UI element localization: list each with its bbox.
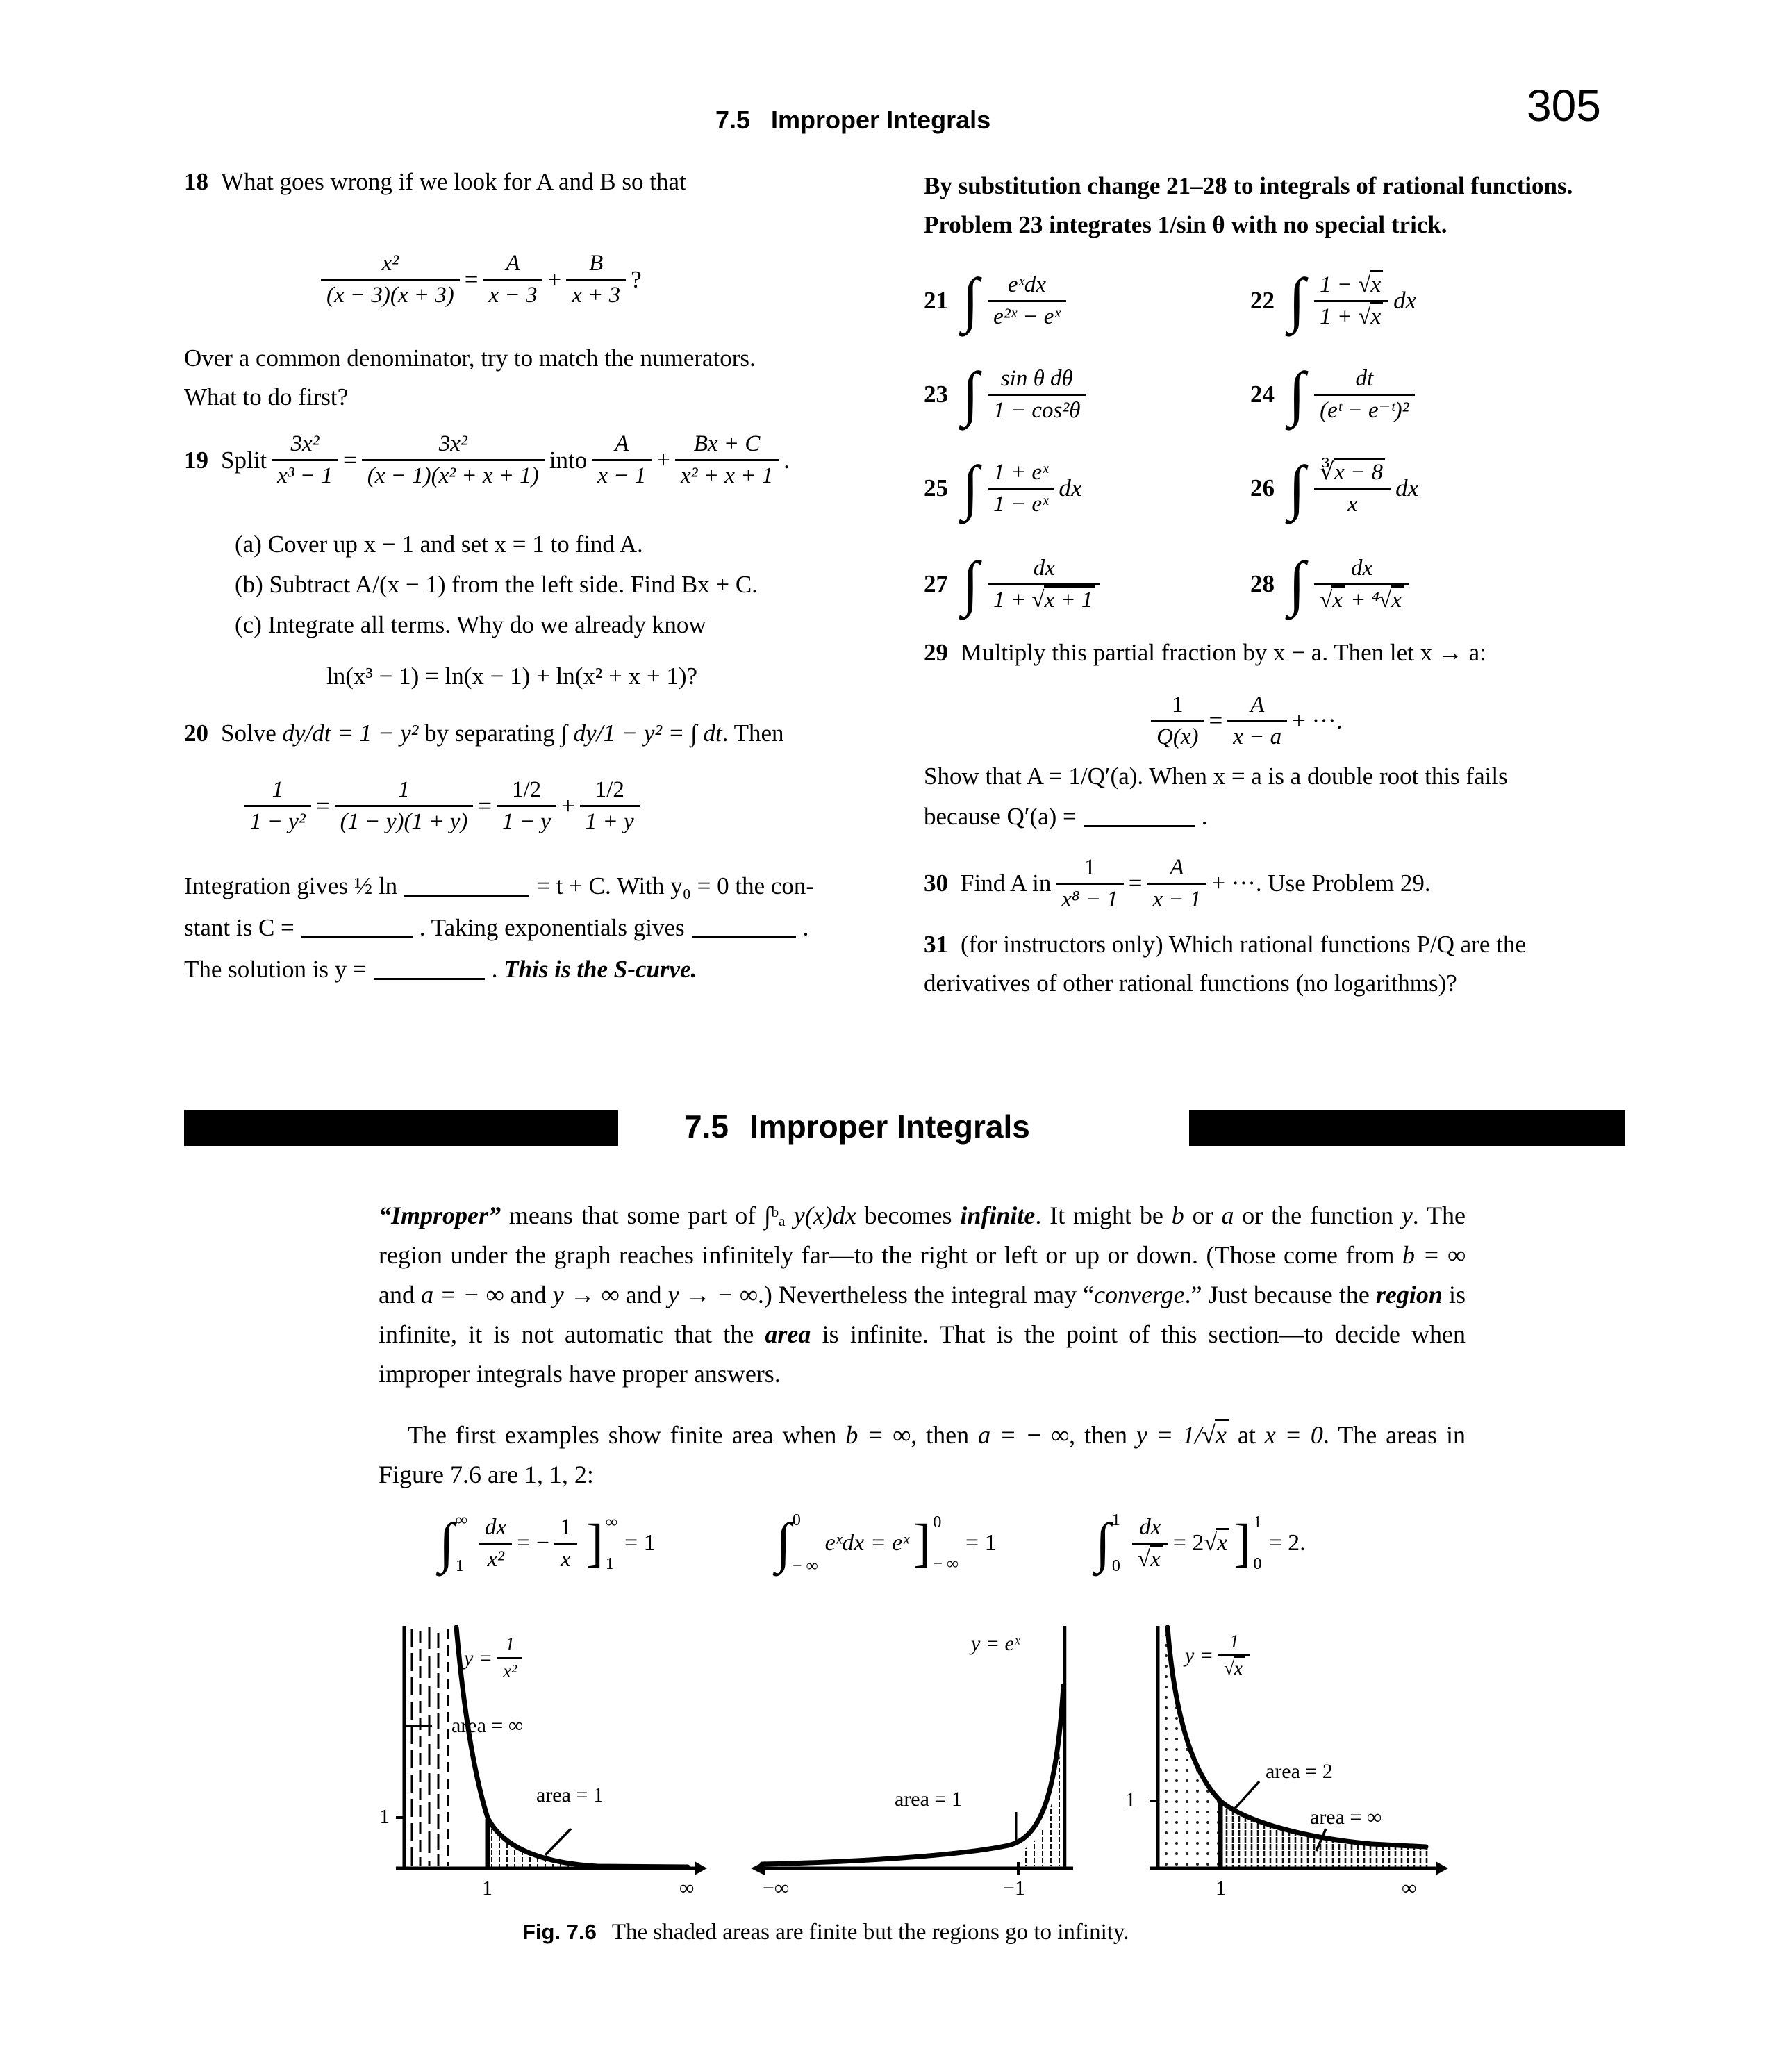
math-numerator: x² [321, 250, 460, 281]
fill-text: Integration gives ½ ln [184, 872, 398, 899]
fig3-area-infinity-label: area = ∞ [1310, 1806, 1382, 1829]
math-denominator: x [560, 1546, 571, 1572]
problem-25 [924, 443, 1081, 533]
fill-text: . Taking exponentials gives [419, 914, 685, 941]
problem-22 [1250, 256, 1416, 346]
integral-sign: ∫ [1288, 454, 1306, 522]
problem-29-equation [1146, 679, 1342, 763]
math-denominator: (1 − y)(1 + y) [340, 809, 468, 834]
math-numerator: A [1227, 692, 1287, 722]
fill-text: The solution is y = [184, 956, 367, 983]
problems-21-28-instructions-line1: By substitution change 21–28 to integrals of rational functions. [924, 172, 1573, 199]
fig3-curve-label: y = $\frac{1}{√x}$ [1185, 1631, 1255, 1680]
equals-sign: = [1128, 870, 1143, 897]
math-numerator: 1 + eˣ [988, 459, 1054, 490]
fourth-root-sign: ⁴√ [1371, 587, 1391, 613]
problem-number: 18 [184, 168, 208, 195]
upper-limit: 0 [792, 1511, 801, 1529]
curve-e-to-x [762, 1686, 1063, 1864]
integral-sign: ∫ [962, 266, 979, 334]
radicand: x [1391, 585, 1404, 613]
math-denominator: (x − 1)(x² + x + 1) [367, 463, 539, 488]
math-denominator: x − 3 [488, 283, 538, 308]
evaluation-bracket: ] [1234, 1513, 1252, 1572]
converge-emphasis: converge [1094, 1281, 1185, 1308]
upper-limit: 1 [1253, 1513, 1262, 1531]
problem-29-intro: 29 Multiply this partial fraction by x − a. Then let x → a: [924, 639, 1486, 666]
upper-limit: ∞ [455, 1511, 468, 1529]
integral-sign: ∫ [962, 454, 979, 522]
problem-18-equation [316, 236, 642, 323]
math-denominator: x [1347, 491, 1358, 517]
math-denominator: (eᵗ − e⁻ᵗ)² [1320, 397, 1409, 423]
math-denominator: Q(x) [1156, 724, 1199, 749]
fig2-x-tick-label: −1 [1003, 1877, 1025, 1900]
problem-19-equation [184, 417, 790, 504]
equals-sign: = [342, 446, 357, 474]
math-denominator: x² [503, 1660, 517, 1681]
radicand: x [1331, 585, 1345, 613]
result: = 1 [965, 1529, 997, 1556]
math-numerator: A [483, 250, 543, 281]
fill-text: = t + C. With y₀ = 0 the con- [536, 872, 815, 899]
math-inline: ∫ dy/1 − y² = ∫ dt [561, 720, 722, 747]
period: . [783, 446, 790, 474]
radicand: x [1150, 1545, 1163, 1572]
differential: dx [1393, 287, 1417, 315]
lead-text: by separating [418, 720, 561, 747]
radicand: x [1370, 302, 1384, 329]
radicand: x [1370, 270, 1384, 297]
equals-sign: = [464, 265, 479, 293]
fig2-curve-label: y = eˣ [971, 1632, 1020, 1655]
math-numerator: dx [479, 1514, 512, 1545]
result: = 1 [624, 1529, 656, 1556]
equals-minus: = − [517, 1529, 550, 1556]
ellipsis-tail: + ···. [1292, 707, 1343, 735]
math-denominator: x + 3 [572, 283, 621, 308]
fill-text: stant is C = [184, 914, 294, 941]
problem-31-line1: 31 (for instructors only) Which rational functions P/Q are the [924, 931, 1526, 958]
math-numerator: dx [1314, 555, 1409, 585]
intro-paragraph: “Improper” means that some part of ∫ᵇₐ y(x)dx becomes infinite. It might be b or a or the function y. The region under the graph reaches infinitely far—to the right or left or up or down. (Those come from b = ∞ and a = − ∞ and y → ∞ and y → − ∞.) Nevertheless the integral may “converge.” Just because the region is infinite, it is not automatic that the area is infinite. That is the point of this section—to decide when improper integrals have proper answers. [379, 1202, 1466, 1388]
blank-line [374, 974, 485, 980]
radical-sign: √ [1358, 272, 1370, 297]
radical-sign: √ [1358, 304, 1370, 329]
page-number: 305 [1527, 81, 1601, 131]
problem-19-log-identity: ln(x³ − 1) = ln(x − 1) + ln(x² + x + 1)? [326, 663, 698, 690]
radicand: x [1216, 1528, 1229, 1556]
blank-line [404, 890, 529, 897]
problem-24 [1250, 349, 1420, 440]
equals-two: = 2 [1172, 1529, 1204, 1556]
problem-number: 30 [924, 870, 948, 897]
problem-number: 20 [184, 720, 208, 747]
x-axis-arrow-left [751, 1861, 765, 1875]
math-denominator [1132, 1545, 1168, 1573]
math-denominator: x − a [1233, 724, 1282, 749]
problems-21-28-instructions-line2: Problem 23 integrates 1/sin θ with no special trick. [924, 211, 1447, 238]
blank-line [692, 932, 796, 938]
math-denominator: x⁸ − 1 [1061, 886, 1118, 912]
equals-sign: = [478, 792, 492, 820]
integral-sign: ∫ [776, 1513, 791, 1574]
result: = 2. [1268, 1529, 1306, 1556]
lower-limit: 1 [455, 1557, 464, 1575]
fig2-area-one-label: area = 1 [895, 1788, 962, 1811]
problem-19-part-c: (c) Integrate all terms. Why do we already know [235, 611, 706, 638]
equals-sign: = [1209, 707, 1223, 735]
math-numerator: 3x² [272, 431, 338, 461]
fig3-area-two-label: area = 2 [1266, 1760, 1333, 1783]
plus-sign: + [656, 446, 670, 474]
math-denominator: 1 − y² [250, 809, 306, 834]
fig3-x-infinity-label: ∞ [1402, 1877, 1417, 1900]
fig3-x-tick-label: 1 [1216, 1877, 1226, 1900]
integral-a-to-b: ∫ᵇₐ [764, 1202, 786, 1229]
math-numerator: 1 [335, 776, 474, 807]
integrand: eˣdx = eˣ [824, 1529, 909, 1556]
math-numerator: 1/2 [497, 776, 556, 807]
radicand: x [1215, 1419, 1229, 1449]
x-axis-arrow [695, 1861, 707, 1875]
section-number: 7.5 [684, 1108, 729, 1145]
upper-limit: 1 [1111, 1511, 1120, 1529]
examples-paragraph: The first examples show finite area when b = ∞, then a = − ∞, then y = 1/√x at x = 0. The areas in Figure 7.6 are 1, 1, 2: [379, 1415, 1466, 1495]
s-curve-emphasis: This is the S-curve. [504, 956, 697, 983]
math-numerator: dx [1132, 1514, 1168, 1545]
integral-sign: ∫ [1288, 266, 1306, 334]
fig1-area-infinity-label: area = ∞ [451, 1714, 524, 1737]
math-denominator [1218, 1656, 1250, 1680]
section-heading-bar-right [1189, 1110, 1625, 1146]
upper-limit: 0 [933, 1513, 942, 1531]
problem-20-fill-line2 [184, 913, 808, 943]
problem-21 [924, 256, 1071, 346]
problem-26 [1250, 443, 1418, 533]
infinite-emphasis: infinite [960, 1202, 1036, 1229]
integral-sign: ∫ [962, 360, 979, 428]
lead-text: . Then [722, 720, 784, 747]
problem-number: 23 [924, 381, 948, 408]
math-numerator: eˣdx [988, 272, 1066, 302]
radical-sign: √ [1224, 1657, 1234, 1679]
math-denominator: √x + ⁴√x [1314, 585, 1409, 614]
problem-20-intro [184, 718, 784, 749]
fig1-x-tick-label: 1 [482, 1877, 492, 1900]
lower-limit: 0 [1253, 1555, 1262, 1573]
display-equation-3 [1094, 1495, 1306, 1592]
math-denominator: 1 + y [585, 809, 634, 834]
math-denominator: 1 − y [502, 809, 551, 834]
problem-number: 25 [924, 474, 948, 502]
math-denominator: 1 + √x + 1 [988, 585, 1100, 614]
problem-number: 21 [924, 287, 948, 315]
fig3-y-tick-label: 1 [1125, 1788, 1136, 1811]
problem-31-line2: derivatives of other rational functions (no logarithms)? [924, 970, 1457, 997]
running-header-number: 7.5 [715, 106, 751, 134]
problem-19-into: into [549, 446, 588, 474]
improper-emphasis: “Improper” [379, 1202, 501, 1229]
fig1-y-tick-label: 1 [379, 1805, 390, 1828]
area-emphasis: area [765, 1320, 811, 1348]
math-numerator: 1 [1218, 1631, 1250, 1656]
problem-20-equation [240, 763, 645, 849]
section-title: Improper Integrals [749, 1108, 1030, 1145]
figure-plot-one-over-x-squared [389, 1622, 722, 1879]
problem-23 [924, 349, 1090, 440]
cube-root-sign: ∛ [1320, 459, 1334, 485]
hatching-infinite-area [412, 1627, 448, 1866]
lower-limit: − ∞ [792, 1557, 818, 1575]
fill-text: . [491, 956, 504, 983]
math-numerator: A [1147, 854, 1206, 885]
section-heading-bar-left [184, 1110, 618, 1146]
figure-caption-label: Fig. 7.6 [522, 1920, 597, 1944]
section-heading [684, 1107, 1030, 1147]
fig1-x-infinity-label: ∞ [679, 1877, 695, 1900]
figure-caption-text: The shaded areas are finite but the regions go to infinity. [611, 1920, 1129, 1945]
math-numerator: 1 [554, 1514, 577, 1545]
ellipsis-tail: + ···. Use Problem 29. [1211, 870, 1431, 897]
problem-number: 31 [924, 931, 948, 958]
problem-27 [924, 539, 1105, 629]
math-numerator: 3x² [362, 431, 545, 461]
integral-sign: ∫ [1095, 1513, 1111, 1574]
problem-number: 28 [1250, 570, 1275, 598]
math-numerator: 1 [244, 776, 311, 807]
integral-sign: ∫ [1288, 360, 1306, 428]
math-numerator: 1 [1151, 692, 1204, 722]
math-numerator [1314, 459, 1391, 490]
math-numerator: Bx + C [675, 431, 779, 461]
upper-limit: ∞ [605, 1513, 617, 1531]
differential: dx [1395, 474, 1419, 502]
math-numerator: sin θ dθ [988, 365, 1086, 396]
lead-text: Solve [221, 720, 283, 747]
radicand: x [1234, 1656, 1245, 1679]
math-denominator: x³ − 1 [277, 463, 333, 488]
equals-sign: = [315, 792, 330, 820]
fig1-area-one-label: area = 1 [536, 1784, 604, 1806]
math-denominator: (x − 3)(x + 3) [326, 283, 454, 308]
problem-19-lead: Split [221, 446, 267, 474]
problem-number: 19 [184, 446, 208, 474]
display-equation-1 [438, 1495, 656, 1592]
problem-number: 26 [1250, 474, 1275, 502]
math-denominator: 1 − eˣ [993, 491, 1049, 517]
radical-sign: √ [1031, 587, 1044, 613]
math-numerator: 1/2 [580, 776, 640, 807]
problem-number: 29 [924, 639, 948, 666]
lower-limit: 0 [1111, 1557, 1120, 1575]
math-denominator: 1 − cos²θ [993, 397, 1081, 423]
evaluation-bracket: ] [586, 1513, 604, 1572]
math-numerator: dt [1314, 365, 1414, 396]
math-denominator: x² + x + 1 [680, 463, 774, 488]
region-emphasis: region [1375, 1281, 1443, 1308]
math-numerator: 1 [497, 1634, 522, 1659]
display-equation-2 [774, 1495, 997, 1592]
math-numerator: dx [988, 555, 1100, 585]
radicand: x − 8 [1334, 458, 1385, 485]
plus-sign: + [561, 792, 575, 820]
math-numerator: A [592, 431, 652, 461]
math-inline: dy/dt = 1 − y² [282, 720, 419, 747]
blank-line [1084, 821, 1195, 827]
fig1-curve-label: y = $\frac{1}{\text{x²}}$ [464, 1634, 527, 1683]
question-mark: ? [631, 265, 642, 293]
running-header [715, 104, 990, 135]
running-header-title: Improper Integrals [771, 106, 991, 134]
plus-sign: + [547, 265, 562, 293]
shaded-area-1 [1018, 1705, 1063, 1866]
fig2-x-neg-infinity-label: −∞ [763, 1877, 790, 1900]
math-numerator: 1 [1056, 854, 1123, 885]
problem-29-note1: Show that A = 1/Q′(a). When x = a is a double root this fails [924, 763, 1508, 790]
area-2-pointer [1233, 1781, 1259, 1811]
evaluation-bracket: ] [913, 1513, 931, 1572]
lower-limit: − ∞ [933, 1555, 959, 1573]
radical-sign: √ [1320, 587, 1332, 613]
problem-18-note2: What to do first? [184, 383, 349, 410]
problem-29-note2: because Q′(a) = . [924, 803, 1208, 830]
problem-28 [1250, 539, 1414, 629]
problem-20-fill-line1 [184, 871, 814, 901]
problem-number: 22 [1250, 287, 1275, 315]
radicand: x + 1 [1044, 585, 1095, 613]
lower-limit: 1 [605, 1555, 614, 1573]
problem-30 [924, 842, 1431, 925]
problem-18-note1: Over a common denominator, try to match the numerators. [184, 344, 756, 372]
figure-caption [522, 1918, 1129, 1947]
integral-sign: ∫ [962, 549, 979, 617]
math-denominator: 1 + √x [1314, 302, 1388, 331]
integral-sign: ∫ [439, 1513, 454, 1574]
problem-number: 24 [1250, 381, 1275, 408]
problem-20-fill-line3 [184, 954, 697, 985]
integral-sign: ∫ [1288, 549, 1306, 617]
lead-text: Find A in [961, 870, 1052, 897]
problem-19-part-a: (a) Cover up x − 1 and set x = 1 to find A. [235, 531, 643, 558]
radical-sign: √ [1204, 1529, 1217, 1556]
problem-number: 27 [924, 570, 948, 598]
math-denominator: e²ˣ − eˣ [993, 304, 1061, 329]
blank-line [301, 932, 413, 938]
differential: dx [1059, 474, 1082, 502]
problem-18-intro [184, 167, 686, 197]
area-1-pointer [545, 1829, 571, 1855]
math-denominator: x − 1 [597, 463, 647, 488]
problem-18-text: What goes wrong if we look for A and B so that [221, 168, 686, 195]
math-denominator: x² [487, 1546, 504, 1572]
math-numerator: B [566, 250, 626, 281]
fill-text: . [802, 914, 809, 941]
math-denominator: x − 1 [1152, 886, 1202, 912]
math-numerator: 1 − √x [1314, 272, 1388, 302]
problem-19-part-b: (b) Subtract A/(x − 1) from the left side. Find Bx + C. [235, 571, 758, 598]
radical-sign: √ [1202, 1421, 1215, 1449]
radical-sign: √ [1137, 1546, 1150, 1572]
figure-plot-e-to-x [747, 1622, 1080, 1879]
x-axis-arrow [1436, 1861, 1448, 1875]
